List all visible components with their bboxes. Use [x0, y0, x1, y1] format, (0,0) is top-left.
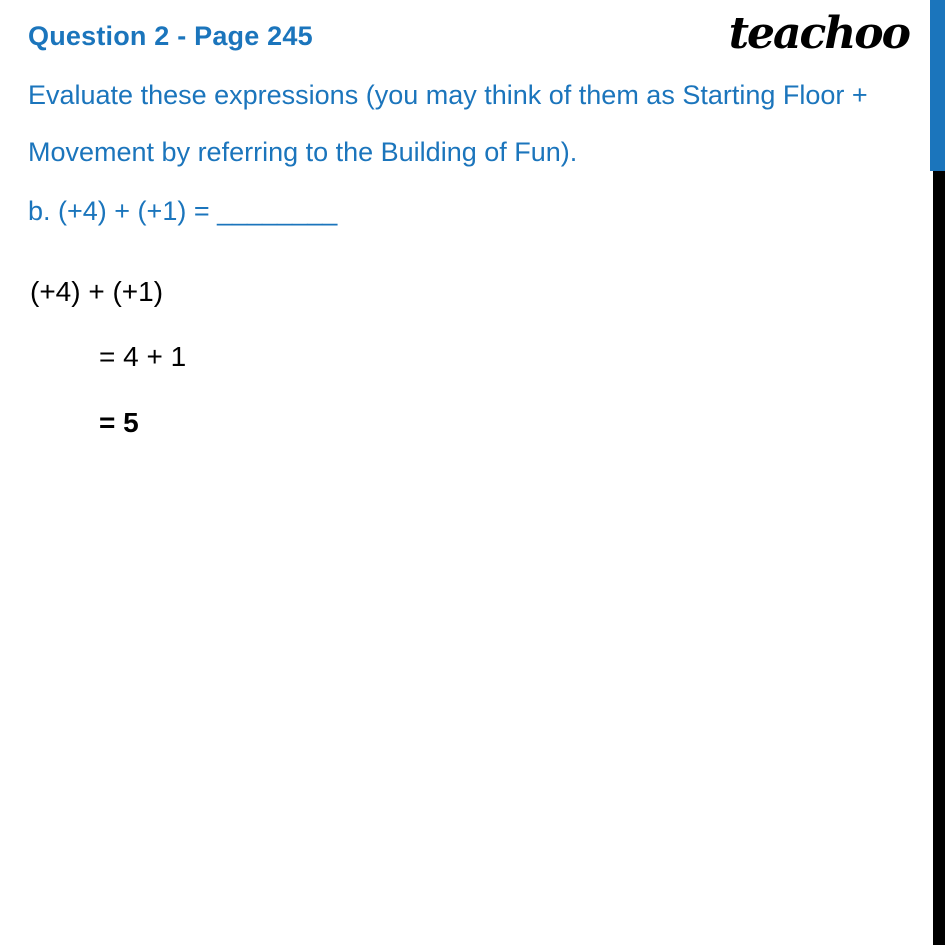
question-text-line-2: Movement by referring to the Building of Fun). — [28, 137, 578, 167]
solution-answer: = 5 — [99, 407, 139, 438]
question-text-line-1: Evaluate these expressions (you may think of them as Starting Floor + — [28, 80, 868, 110]
page-title: Question 2 - Page 245 — [28, 21, 313, 51]
teachoo-logo: teachoo — [728, 8, 909, 59]
right-edge-blue-bar — [930, 0, 945, 171]
solution-step-1: = 4 + 1 — [99, 341, 187, 372]
question-part-b: b. (+4) + (+1) = ________ — [28, 196, 338, 226]
solution-expression: (+4) + (+1) — [30, 276, 164, 307]
right-edge-black-bar — [933, 171, 945, 945]
